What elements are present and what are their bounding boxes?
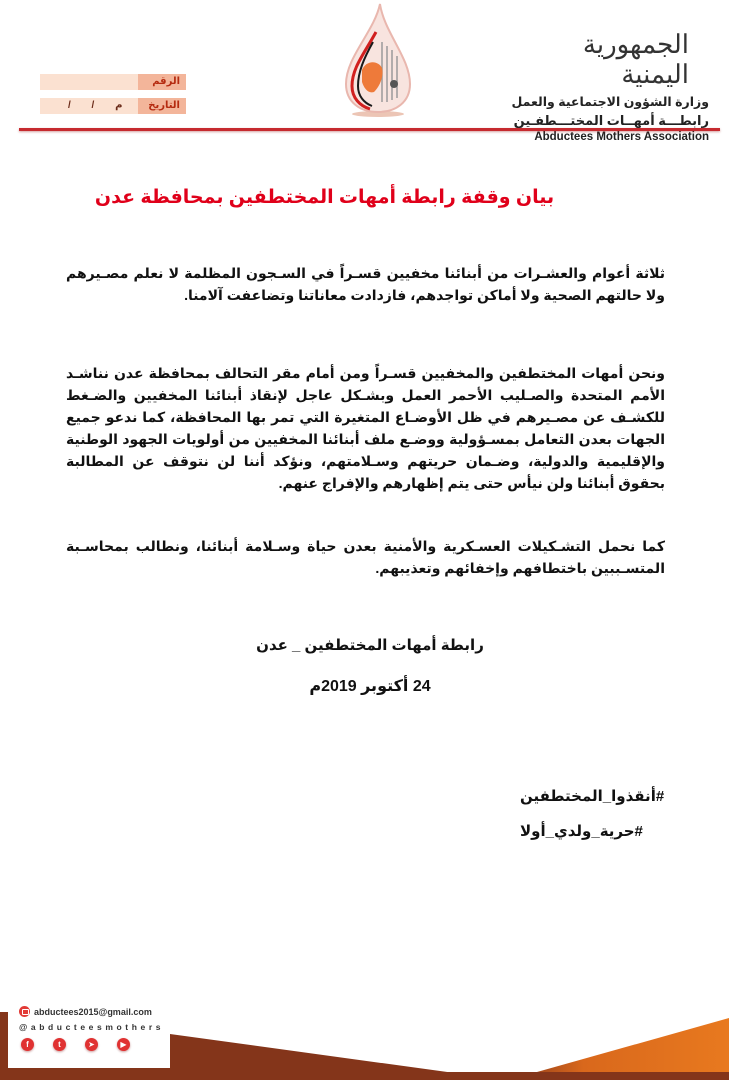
- signature: رابطة أمهات المختطفين _ عدن: [256, 637, 484, 654]
- twitter-icon[interactable]: t: [53, 1038, 66, 1051]
- social-handle[interactable]: @abducteesmothers: [19, 1022, 165, 1032]
- email-text: abductees2015@gmail.com: [34, 1006, 152, 1017]
- association-name-english: Abductees Mothers Association: [534, 131, 709, 143]
- hashtag-1: #أنقذوا_المختطفين: [520, 788, 665, 805]
- footer-base-strip: [0, 1072, 729, 1080]
- republic-name: الجمهورية اليمنية: [582, 30, 689, 90]
- hashtag-2: #حرية_ولدي_أولا: [520, 823, 643, 840]
- paragraph-1: ثلاثة أعوام والعشـرات من أبنائنا مخفيين قسـراً في السـجون المظلمة لا نعلم مصـيرهم ولا حالتهم الصحية ولا أماكن تواجدهم، فازدادت معاناتنا وتضاعفت آلامنا.: [66, 265, 665, 303]
- statement-title: بيان وقفة رابطة أمهات المختطفين بمحافظة عدن: [94, 187, 555, 208]
- youtube-icon[interactable]: ▶: [117, 1038, 130, 1051]
- reference-date-value: / / م: [68, 100, 123, 111]
- logo-child-figure: [390, 80, 398, 88]
- paragraph-3: كما نحمل التشـكيلات العسـكرية والأمنية بعدن حياة وسـلامة أبنائنا، ونطالب بمحاسـبة المتسـببين باختطافهم وإخفائهم وتعذيبهم.: [66, 538, 665, 576]
- contact-card: [11, 1000, 169, 1063]
- email-icon: [19, 1006, 30, 1017]
- association-name-arabic: رابطـــة أمهــات المختـــطفـين: [513, 113, 709, 128]
- association-logo-icon: [338, 2, 418, 120]
- reference-date-row: [40, 98, 186, 114]
- contact-email[interactable]: [19, 1006, 152, 1017]
- paragraph-2: ونحن أمهات المختطفين والمخفيين قسـراً ومن أمام مقر التحالف بمحافظة عدن نناشـد الأمم المتحدة والصـليب الأحمر العمل وبشـكل عاجل لإنقاذ أبنائنا المخفيين والضـغط للكشـف عن مصـيرهم في ظل الأوضـاع المتغيرة التي تمر بها المحافظة، كما ندعو جميع الجهات بعدن التعامل بمسـؤولية ووضـع ملف أبنائنا المخفيين من أولويات الجهود الوطنية والإقليمية والدولية، وضـمان حريتهم وسـلامتهم، ونؤكد أننا لن نتوقف عن المطالبة بحقوق أبنائنا ولن نيأس حتى يتم إظهارهم والإفراج عنهم.: [66, 365, 665, 491]
- social-icons: [21, 1038, 130, 1051]
- facebook-icon[interactable]: f: [21, 1038, 34, 1051]
- reference-number-label: الرقم: [138, 74, 186, 90]
- footer-orange-shape: [505, 1018, 729, 1080]
- organization-letterhead: [509, 30, 709, 143]
- reference-date-label: التاريخ: [138, 98, 186, 114]
- telegram-icon[interactable]: ➤: [85, 1038, 98, 1051]
- statement-date: 24 أكتوبر 2019م: [309, 678, 431, 695]
- reference-number-value: [40, 74, 138, 90]
- ministry-name: وزارة الشؤون الاجتماعية والعمل: [511, 95, 709, 109]
- reference-box: [40, 74, 186, 122]
- header-divider: [19, 128, 720, 131]
- reference-number-row: [40, 74, 186, 90]
